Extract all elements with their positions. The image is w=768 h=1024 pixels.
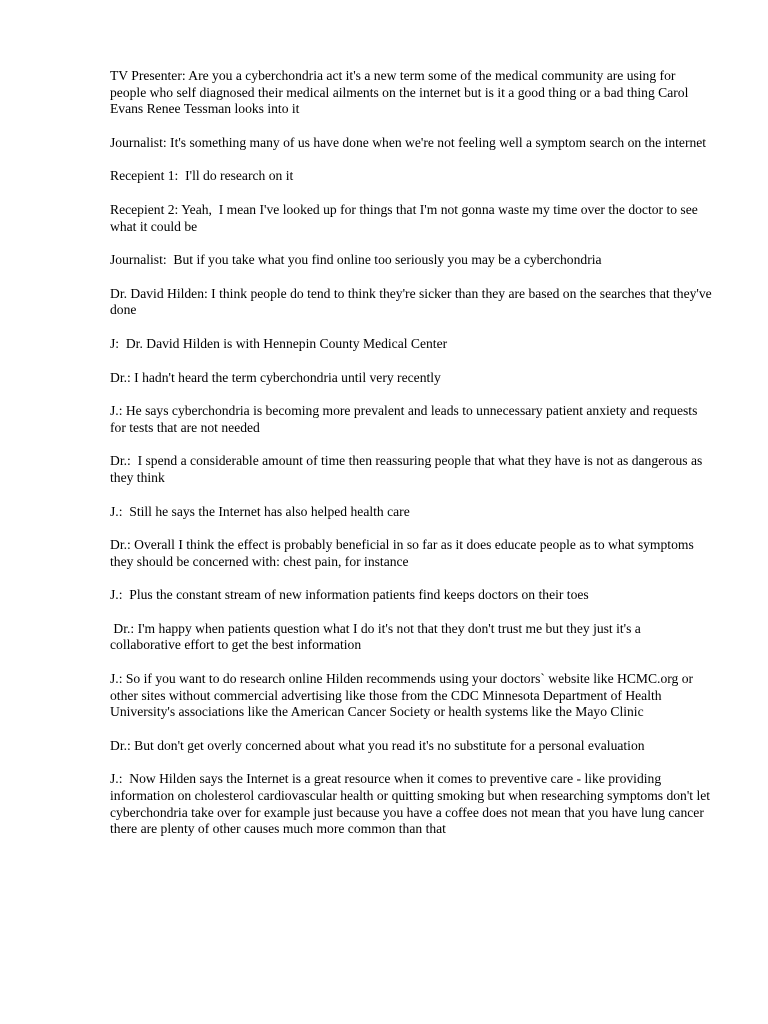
paragraph-dr-term: Dr.: I hadn't heard the term cyberchondria until very recently: [110, 369, 441, 385]
paragraph-j-research-online: J.: So if you want to do research online Hilden recommends using your doctors` website like HCMC.org or other sites without commercial advertising like those from the CDC Minnesota Department of Health University's associations like the American Cancer Society or health systems like the Mayo Clinic: [110, 671, 697, 720]
paragraph-recipient-1: Recepient 1: I'll do research on it: [110, 168, 294, 184]
transcript-document: [110, 68, 714, 855]
paragraph-j-hennepin: J: Dr. David Hilden is with Hennepin County Medical Center: [110, 335, 448, 351]
paragraph-journalist-too-seriously: Journalist: But if you take what you find online too seriously you may be a cyberchondria: [110, 252, 602, 268]
paragraph-j-prevalent: J.: He says cyberchondria is becoming more prevalent and leads to unnecessary patient anxiety and requests for tests that are not needed: [110, 403, 701, 435]
paragraph-dr-happy: Dr.: I'm happy when patients question what I do it's not that they don't trust me but they just it's a collaborative effort to get the best information: [110, 620, 645, 653]
paragraph-dr-beneficial: Dr.: Overall I think the effect is probably beneficial in so far as it does educate people as to what symptoms they should be concerned with: chest pain, for instance: [110, 537, 698, 569]
paragraph-j-helped-health-care: J.: Still he says the Internet has also helped health care: [110, 503, 410, 519]
paragraph-dr-hilden-sicker: Dr. David Hilden: I think people do tend to think they're sicker than they are based on the searches that they've done: [110, 285, 716, 318]
paragraph-recipient-2: Recepient 2: Yeah, I mean I've looked up for things that I'm not gonna waste my time over the doctor to see what it could be: [110, 201, 702, 234]
paragraph-tv-presenter-intro: TV Presenter: Are you a cyberchondria act it's a new term some of the medical community are using for people who self diagnosed their medical ailments on the internet but is it a good thing or a bad thing Carol Evans Renee Tessman looks into it: [110, 68, 692, 117]
paragraph-j-preventive-care: J.: Now Hilden says the Internet is a great resource when it comes to preventive care - like providing information on cholesterol cardiovascular health or quitting smoking but when researching symptoms don't let cyberchondria take over for example just because you have a coffee does not mean that you have lung cancer there are plenty of other causes much more common than that: [110, 771, 714, 837]
paragraph-dr-no-substitute: Dr.: But don't get overly concerned about what you read it's no substitute for a personal evaluation: [110, 737, 645, 753]
paragraph-journalist-symptom-search: Journalist: It's something many of us have done when we're not feeling well a symptom search on the internet: [110, 134, 707, 150]
paragraph-j-constant-stream: J.: Plus the constant stream of new information patients find keeps doctors on their toes: [110, 587, 589, 603]
paragraph-dr-reassuring: Dr.: I spend a considerable amount of time then reassuring people that what they have is not as dangerous as they think: [110, 453, 706, 485]
